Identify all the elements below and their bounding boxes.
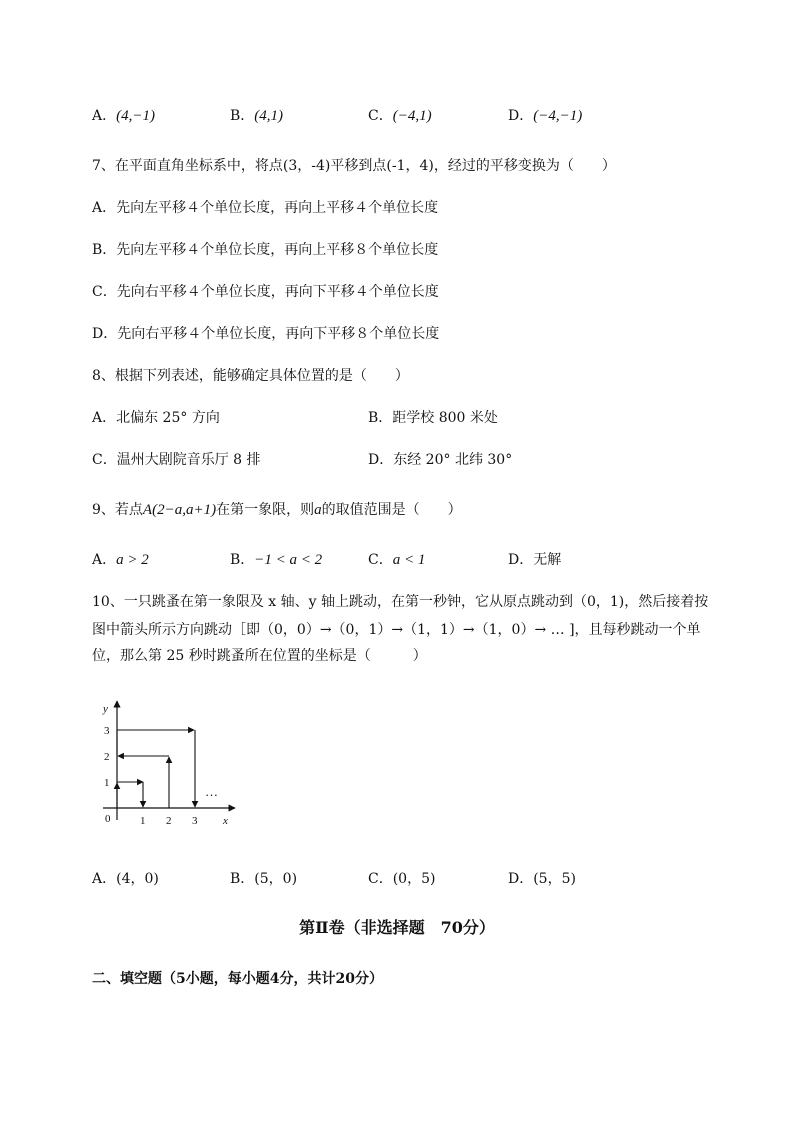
q7-option-c: C．先向右平移４个单位长度，再向下平移４个单位长度 [92,284,439,300]
option-value: (−4,1) [392,108,432,124]
q8-option-b: B．距学校 800 米处 [368,410,498,426]
q8-option-a: A．北偏东 25° 方向 [92,410,220,426]
y-tick-label: 2 [104,751,110,763]
part-two-title: 第Ⅱ卷（非选择题 70分） [299,918,495,937]
q10-figure [95,695,245,830]
q9-option-a [92,550,149,570]
y-tick-label: 1 [104,777,110,789]
q10-line-2: 图中箭头所示方向跳动［即（0，0）→（0，1）→（1，1）→（1，0）→ … ]，且每秒跳动一个单 [92,622,701,638]
option-value: a < 1 [392,552,426,568]
fill-in-section-heading: 二、填空题（5小题，每小题4分，共计20分） [92,971,383,987]
q7-option-d: D．先向右平移４个单位长度，再向下平移８个单位长度 [92,326,440,342]
option-value: (−4,−1) [533,108,583,124]
y-tick-label: 3 [104,725,110,737]
option-label: A． [92,108,117,124]
option-value: (4,−1) [116,108,155,124]
q10-line-1: 10、一只跳蚤在第一象限及 x 轴、y 轴上跳动，在第一秒钟，它从原点跳动到（0，1)，然后接着按 [92,594,709,610]
q8-option-c: C．温州大剧院音乐厅 8 排 [92,452,261,468]
q10-option-c: C．(0，5) [368,871,436,887]
option-value: 无解 [533,552,562,568]
q9-suffix: 的取值范围是（ ） [321,502,462,518]
x-tick-label: 1 [140,815,146,827]
option-value: a > 2 [116,552,149,568]
option-label: A． [92,552,117,568]
q10-line-3: 位，那么第 25 秒时跳蚤所在位置的坐标是（ ） [92,648,427,664]
y-axis-label: y [103,703,108,715]
x-tick-label: 2 [166,815,172,827]
q10-option-a: A．(4，0) [92,871,159,887]
q9-stem [92,500,462,520]
q9-middle: 在第一象限，则 [216,502,315,518]
q7-option-a: A．先向左平移４个单位长度，再向上平移４个单位长度 [92,200,439,216]
x-axis-label: x [223,815,228,827]
q9-point: A(2−a,a+1) [142,502,217,518]
option-label: C． [368,552,393,568]
q9-prefix: 9、若点 [92,502,143,518]
q9-option-d [508,550,561,570]
option-label: D． [508,108,534,124]
q9-option-c [368,550,425,570]
q9-var: a [314,502,322,518]
option-label: B． [230,108,255,124]
origin-label: 0 [105,813,111,825]
option-value: (4,1) [254,108,284,124]
q7-stem: 7、在平面直角坐标系中，将点(3，-4)平移到点(-1，4)，经过的平移变换为（ ） [92,158,616,174]
option-value: −1 < a < 2 [254,552,323,568]
q6-option-c [368,106,432,126]
q8-stem: 8、根据下列表述，能够确定具体位置的是（ ） [92,368,409,384]
option-label: B． [230,552,255,568]
q6-option-d [508,106,582,126]
x-tick-label: 3 [192,815,198,827]
option-label: D． [508,552,534,568]
q7-option-b: B．先向左平移４个单位长度，再向上平移８个单位长度 [92,242,439,258]
q10-option-b: B．(5，0) [230,871,298,887]
option-label: C． [368,108,393,124]
q10-option-d: D．(5，5) [508,871,576,887]
q9-option-b [230,550,322,570]
q6-option-a [92,106,155,126]
q6-option-b [230,106,283,126]
ellipsis-label: … [205,784,218,799]
q8-option-d: D．东经 20° 北纬 30° [368,452,513,468]
